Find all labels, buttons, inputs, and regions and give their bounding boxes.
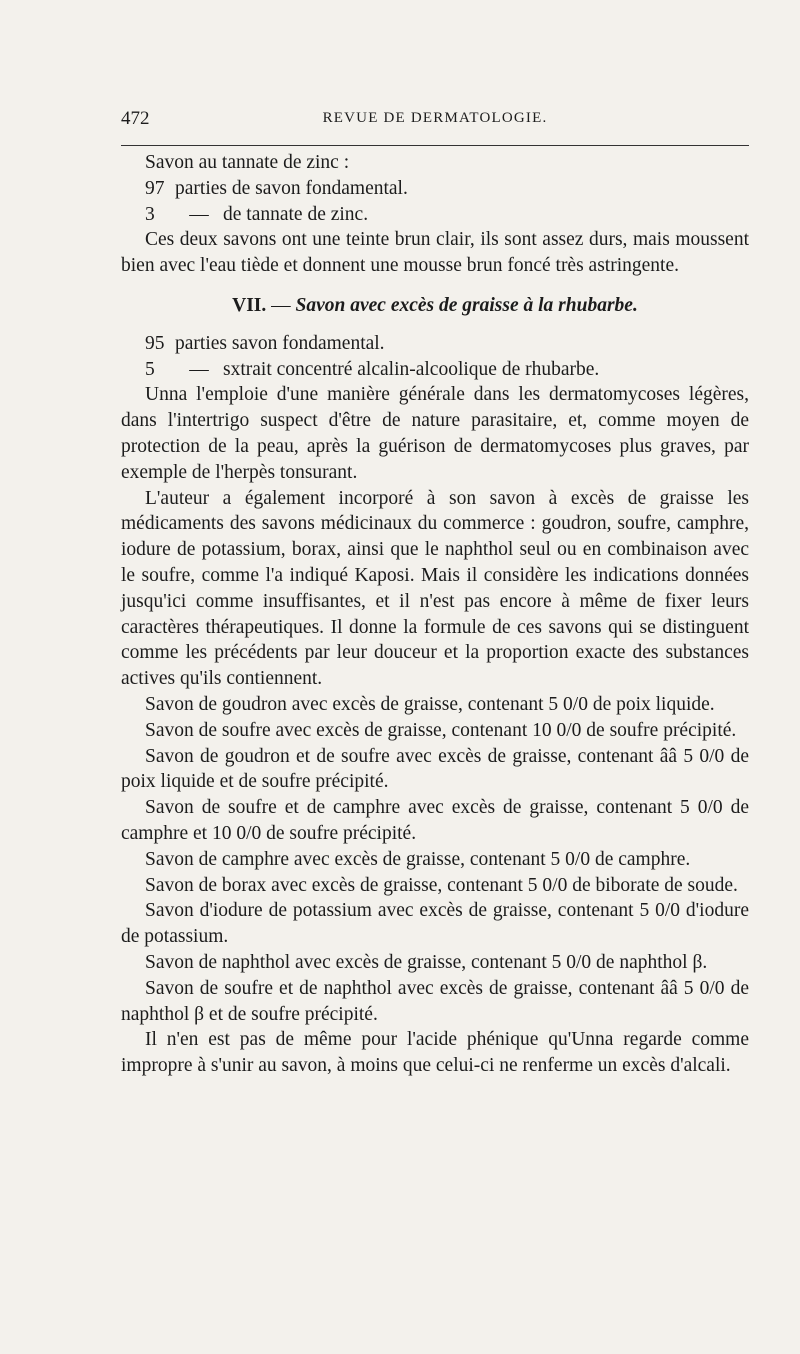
section-dash: — [271,294,291,316]
running-head: REVUE DE DERMATOLOGIE. [322,110,548,126]
formula-text: parties savon fondamental. [175,332,385,354]
formula-text: parties de savon fondamental. [175,177,408,199]
formula-text: de tannate de zinc. [223,203,369,225]
paragraph: Savon d'iodure de potassium avec excès de graisse, contenant 5 0/0 d'iodure de potassium. [121,900,749,948]
formula-line [121,357,749,383]
formula-title: Savon au tannate de zinc : [145,152,350,173]
paragraph: L'auteur a également incorporé à son savon à excès de graisse les médicaments des savons médicinaux du commerce : goudron, soufre, camphre, iodure de potassium, borax, ainsi que le naphthol seul ou en combinaison avec le soufre, comme l'a indiqué Kaposi. Mais il considère les indications données jusqu'ici comme insuffisantes, et il n'est pas encore à même de fixer leurs caractères thérapeutiques. Il donne la formule de ces savons qui se distinguent comme les précédents par leur douceur et la proportion exacte des substances actives qu'ils contiennent. [121,487,749,690]
page-number: 472 [121,108,150,129]
formula-ditto-dash: — [189,358,209,380]
formula-quantity: 5 [145,358,155,380]
body-text [121,150,749,1079]
section-number: VII. [232,294,267,316]
page-header [121,108,749,138]
formula-line [121,176,749,202]
paragraph: Savon de soufre avec excès de graisse, contenant 10 0/0 de soufre précipité. [145,719,737,741]
paragraph: Unna l'emploie d'une manière générale dans les dermatomycoses légères, dans l'intertrigo suspect d'être de nature parasitaire, et, comme moyen de protection de la peau, après la guérison de dermatomycoses plus graves, par exemple de l'herpès tonsurant. [121,384,749,483]
section-title: Savon avec excès de graisse à la rhubarbe. [295,294,638,316]
formula-quantity: 95 [145,332,165,354]
paragraph: Savon de soufre et de naphthol avec excès de graisse, contenant ââ 5 0/0 de naphthol β et de soufre précipité. [121,977,749,1025]
formula-line [121,331,749,357]
formula-ditto-dash: — [189,203,209,225]
formula-quantity: 97 [145,177,165,199]
paragraph: Savon de soufre et de camphre avec excès de graisse, contenant 5 0/0 de camphre et 10 0/0 de soufre précipité. [121,797,749,844]
paragraph: Savon de goudron et de soufre avec excès de graisse, contenant ââ 5 0/0 de poix liquide et de soufre précipité. [121,745,749,793]
section-heading [121,293,749,319]
paragraph: Savon de borax avec excès de graisse, contenant 5 0/0 de biborate de soude. [145,874,738,896]
formula-text: sxtrait concentré alcalin-alcoolique de rhubarbe. [223,358,600,380]
paragraph: Il n'en est pas de même pour l'acide phénique qu'Unna regarde comme impropre à s'unir au savon, à moins que celui-ci ne renferme un excès d'alcali. [121,1029,749,1077]
paragraph: Savon de goudron avec excès de graisse, contenant 5 0/0 de poix liquide. [145,693,715,715]
formula-line [121,202,749,228]
paragraph: Ces deux savons ont une teinte brun clair, ils sont assez durs, mais moussent bien avec l'eau tiède et donnent une mousse brun foncé très astringente. [121,229,749,277]
paragraph: Savon de naphthol avec excès de graisse, contenant 5 0/0 de naphthol β. [145,951,708,973]
formula-quantity: 3 [145,203,155,225]
header-rule [121,145,749,146]
paragraph: Savon de camphre avec excès de graisse, contenant 5 0/0 de camphre. [145,848,691,870]
